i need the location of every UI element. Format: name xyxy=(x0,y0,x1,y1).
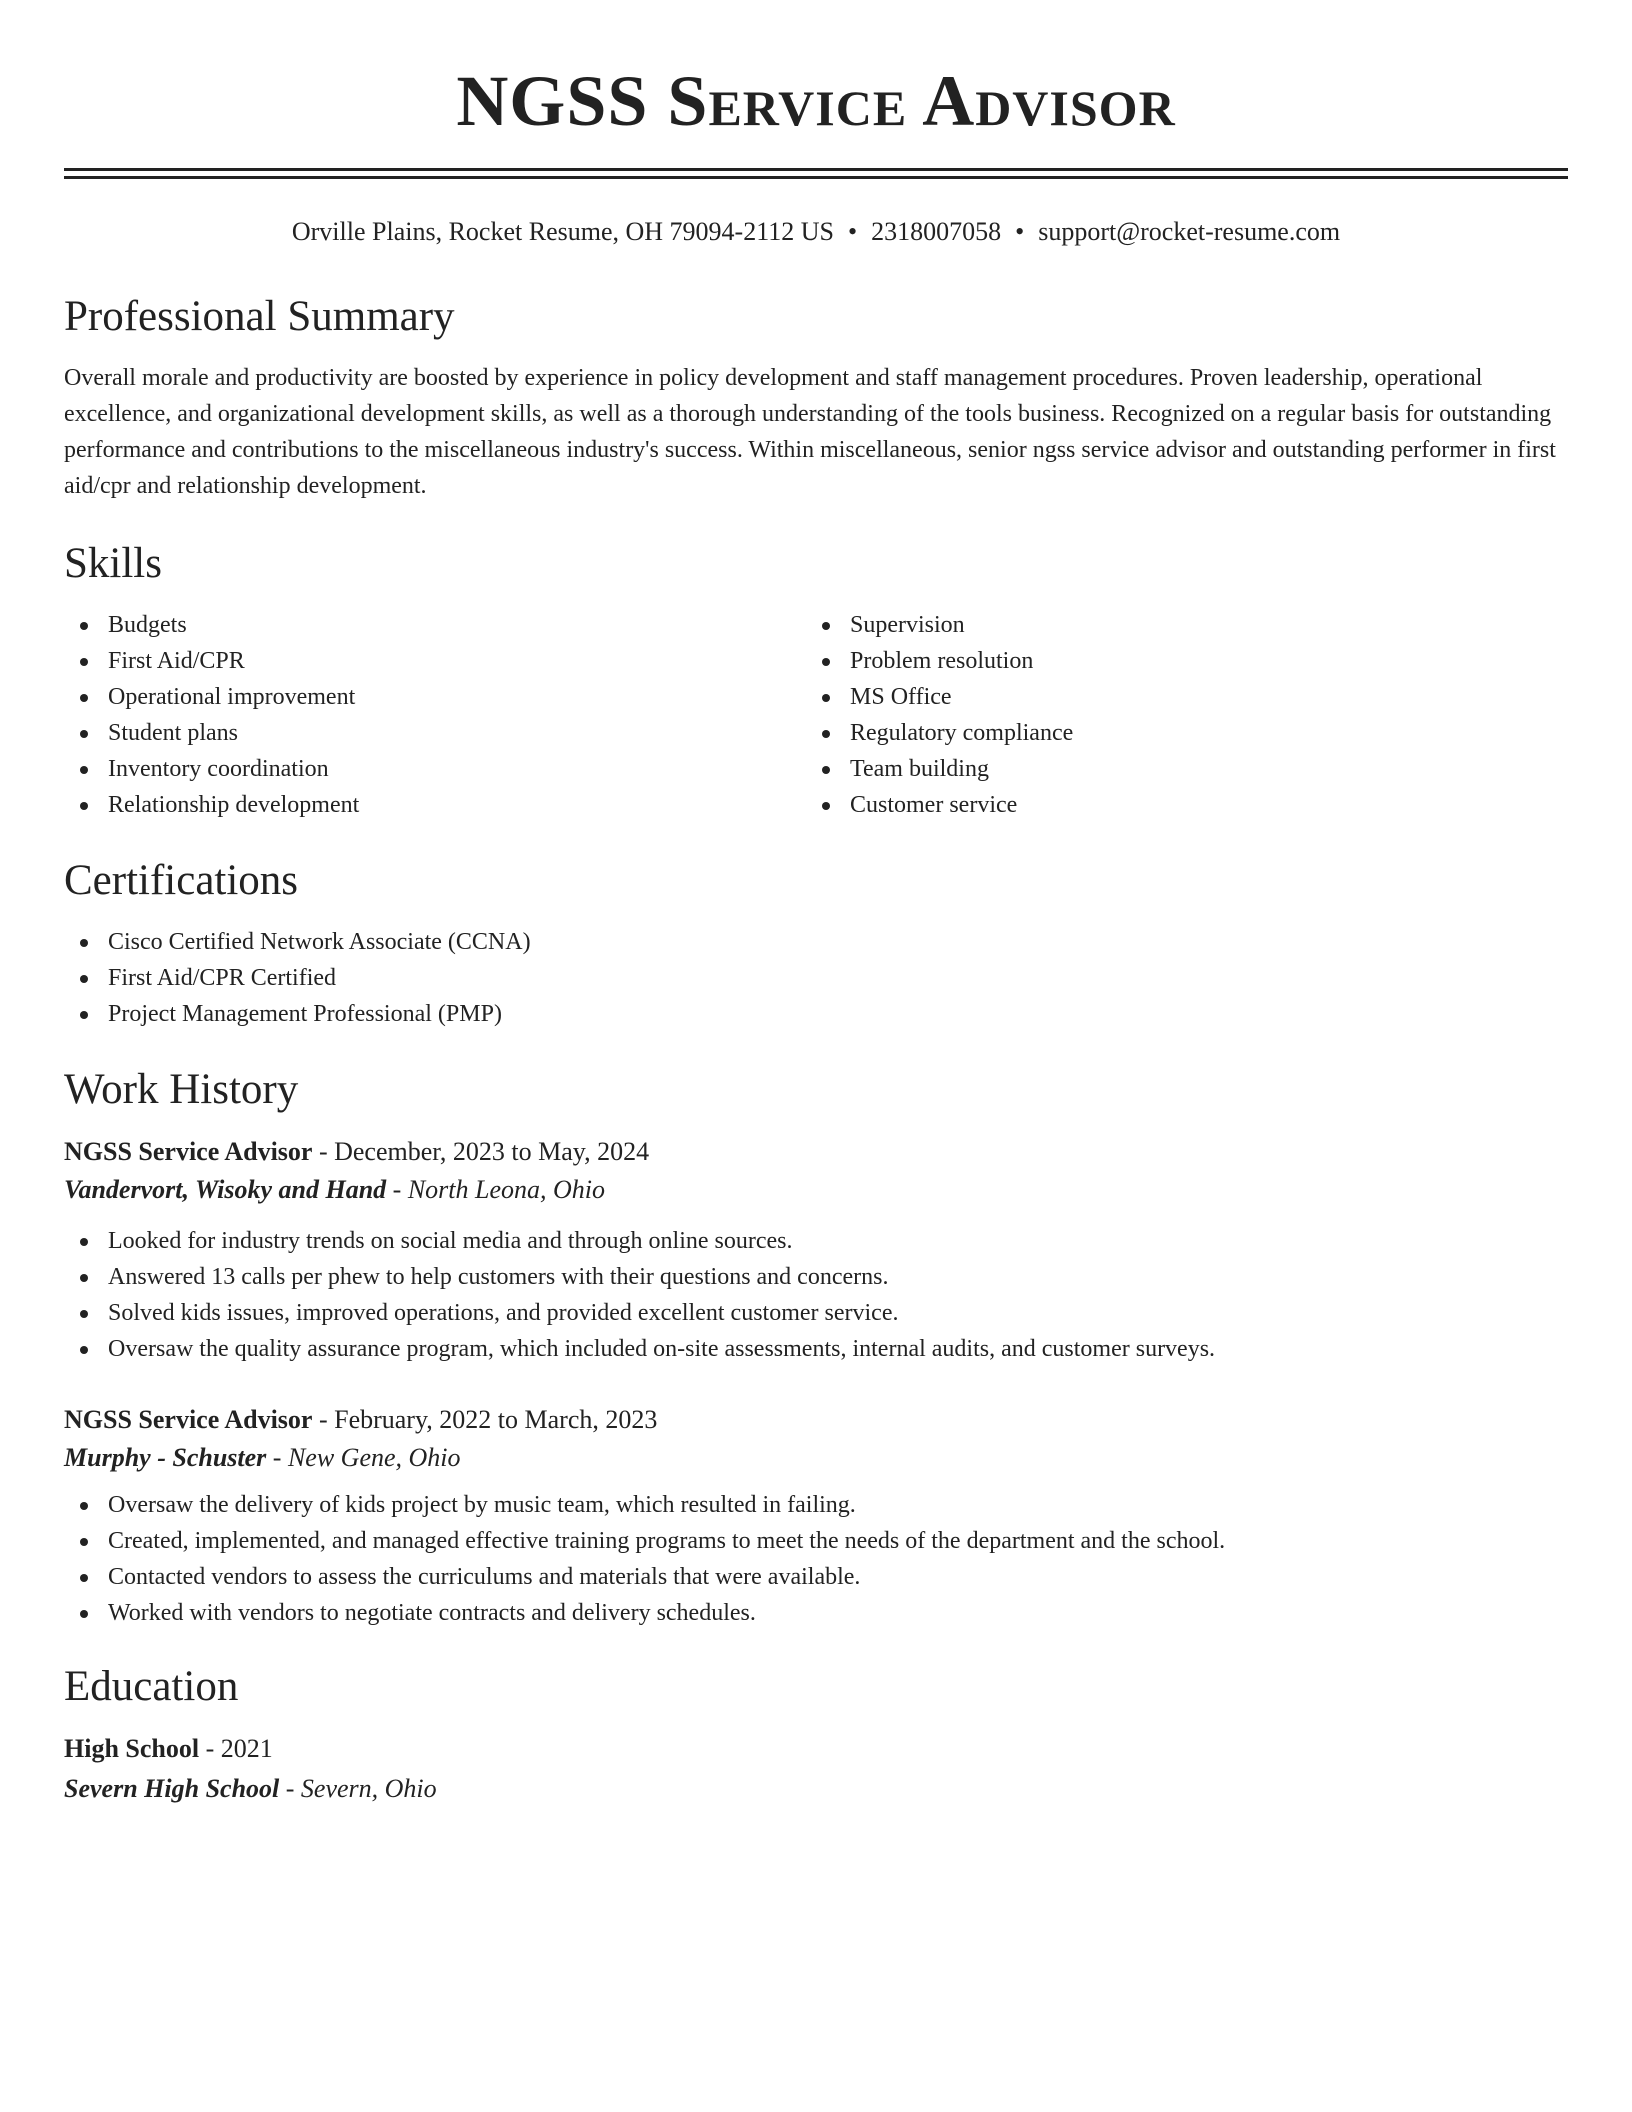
education-location: - Severn, Ohio xyxy=(279,1774,437,1803)
contact-email: support@rocket-resume.com xyxy=(1038,217,1341,246)
skill-item: Operational improvement xyxy=(64,679,806,715)
education-degree-line xyxy=(64,1730,1568,1768)
job-duty: Solved kids issues, improved operations, and provided excellent customer service. xyxy=(64,1295,1568,1331)
certifications-list xyxy=(64,924,1568,1032)
candidate-name: NGSS Service Advisor xyxy=(456,61,1176,141)
certification-item: Cisco Certified Network Associate (CCNA) xyxy=(64,924,1568,960)
skill-item: MS Office xyxy=(806,679,1548,715)
job-entry xyxy=(64,1401,1568,1631)
job-dates: - February, 2022 to March, 2023 xyxy=(312,1405,658,1434)
skill-item: Budgets xyxy=(64,607,806,643)
contact-address: Orville Plains, Rocket Resume, OH 79094-2112 US xyxy=(291,217,834,246)
job-dates: - December, 2023 to May, 2024 xyxy=(312,1137,650,1166)
contact-separator: • xyxy=(847,217,858,246)
education-school: Severn High School xyxy=(64,1774,280,1803)
job-company: Murphy - Schuster xyxy=(64,1443,267,1472)
header-double-rule xyxy=(64,168,1568,179)
education-school-line xyxy=(64,1770,1568,1808)
skills-list-right xyxy=(806,607,1548,823)
skill-item: Problem resolution xyxy=(806,643,1548,679)
contact-phone: 2318007058 xyxy=(871,217,1002,246)
job-title-line xyxy=(64,1133,1568,1171)
skill-item: First Aid/CPR xyxy=(64,643,806,679)
job-role: NGSS Service Advisor xyxy=(64,1137,313,1166)
skill-item: Inventory coordination xyxy=(64,751,806,787)
job-company: Vandervort, Wisoky and Hand xyxy=(64,1175,387,1204)
education-degree: High School xyxy=(64,1734,200,1763)
skill-item: Team building xyxy=(806,751,1548,787)
summary-heading: Professional Summary xyxy=(64,293,455,340)
job-duty: Created, implemented, and managed effective training programs to meet the needs of the department and the school. xyxy=(64,1523,1568,1559)
job-role: NGSS Service Advisor xyxy=(64,1405,313,1434)
job-duty: Oversaw the delivery of kids project by music team, which resulted in failing. xyxy=(64,1487,1568,1523)
certification-item: First Aid/CPR Certified xyxy=(64,960,1568,996)
certifications-heading: Certifications xyxy=(64,857,299,904)
job-duty: Oversaw the quality assurance program, which included on-site assessments, internal audits, and customer surveys. xyxy=(64,1331,1568,1367)
work-history-heading: Work History xyxy=(64,1066,299,1113)
skill-item: Supervision xyxy=(806,607,1548,643)
job-entry xyxy=(64,1133,1568,1367)
job-duty: Worked with vendors to negotiate contracts and delivery schedules. xyxy=(64,1595,1568,1631)
job-duty: Contacted vendors to assess the curriculums and materials that were available. xyxy=(64,1559,1568,1595)
education-year: - 2021 xyxy=(199,1734,273,1763)
contact-line xyxy=(64,219,1568,245)
contact-separator: • xyxy=(1015,217,1025,246)
job-title-line xyxy=(64,1401,1568,1439)
job-location: - North Leona, Ohio xyxy=(386,1175,606,1204)
skill-item: Customer service xyxy=(806,787,1548,823)
education-heading: Education xyxy=(64,1663,239,1710)
certification-item: Project Management Professional (PMP) xyxy=(64,996,1568,1032)
job-location: - New Gene, Ohio xyxy=(266,1443,461,1472)
job-company-line xyxy=(64,1171,1568,1209)
skills-list-left xyxy=(64,607,806,823)
skill-item: Regulatory compliance xyxy=(806,715,1548,751)
job-duty: Answered 13 calls per phew to help customers with their questions and concerns. xyxy=(64,1259,1568,1295)
skill-item: Relationship development xyxy=(64,787,806,823)
job-company-line xyxy=(64,1439,1568,1477)
job-duty: Looked for industry trends on social media and through online sources. xyxy=(64,1223,1568,1259)
job-duties xyxy=(64,1487,1568,1631)
summary-text: Overall morale and productivity are boosted by experience in policy development and staff management procedures. Proven leadership, operational excellence, and organizational development skills, as well as a thorough understanding of the tools business. Recognized on a regular basis for outstanding performance and contributions to the miscellaneous industry's success. Within miscellaneous, senior ngss service advisor and outstanding performer in first aid/cpr and relationship development. xyxy=(64,365,1556,499)
skill-item: Student plans xyxy=(64,715,806,751)
job-duties xyxy=(64,1223,1568,1367)
skills-columns xyxy=(64,607,1568,823)
skills-heading: Skills xyxy=(64,540,162,587)
